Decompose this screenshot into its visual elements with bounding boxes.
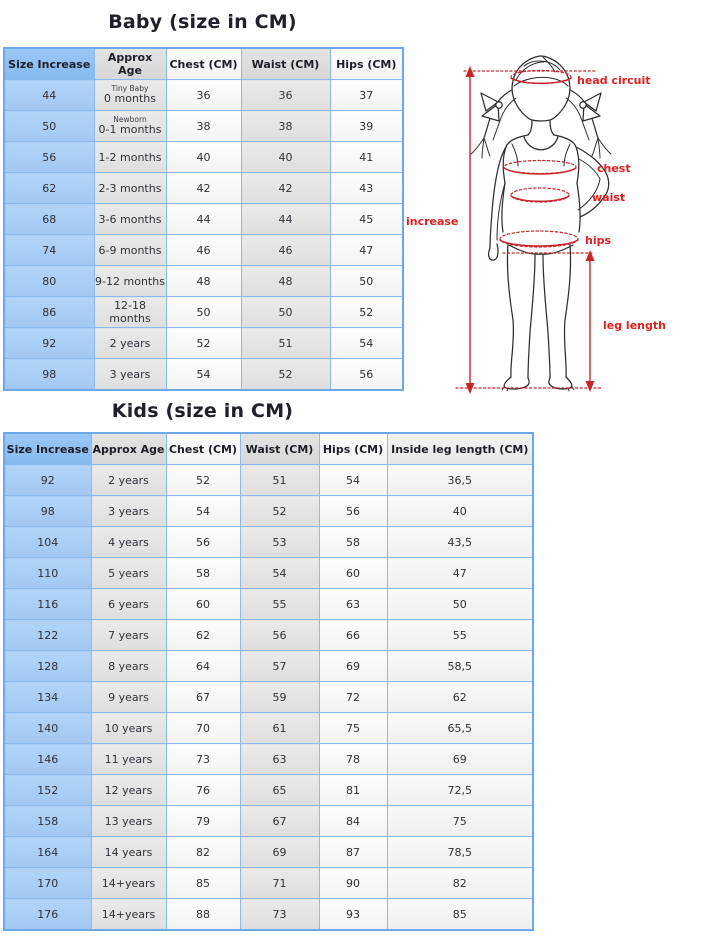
table-row (4, 775, 533, 806)
cell-leg: 50 (387, 589, 533, 620)
cell-chest: 60 (166, 589, 240, 620)
cell-hips: 56 (319, 496, 387, 527)
table-row (4, 682, 533, 713)
cell-leg: 55 (387, 620, 533, 651)
cell-hips: 87 (319, 837, 387, 868)
cell-chest: 52 (166, 328, 241, 359)
table-row (4, 328, 403, 359)
cell-leg: 43,5 (387, 527, 533, 558)
cell-hips: 90 (319, 868, 387, 899)
cell-chest: 44 (166, 204, 241, 235)
cell-age: 11 years (91, 744, 166, 775)
cell-age: 1-2 months (94, 142, 166, 173)
cell-waist: 67 (240, 806, 319, 837)
hips-label: hips (585, 234, 612, 247)
cell-waist: 46 (241, 235, 330, 266)
cell-hips: 58 (319, 527, 387, 558)
cell-waist: 65 (240, 775, 319, 806)
column-header-approx-age: Approx Age (94, 48, 166, 80)
cell-size: 92 (4, 465, 91, 496)
cell-hips: 50 (330, 266, 403, 297)
cell-size: 56 (4, 142, 94, 173)
table-row (4, 558, 533, 589)
cell-age: 6-9 months (94, 235, 166, 266)
cell-chest: 36 (166, 80, 241, 111)
measurement-figure (400, 42, 715, 402)
cell-chest: 64 (166, 651, 240, 682)
cell-hips: 39 (330, 111, 403, 142)
cell-hips: 54 (319, 465, 387, 496)
chest-label: chest (597, 162, 631, 175)
cell-chest: 38 (166, 111, 241, 142)
cell-leg: 69 (387, 744, 533, 775)
column-header-size-increase: Size Increase (4, 433, 91, 465)
cell-size: 122 (4, 620, 91, 651)
cell-hips: 47 (330, 235, 403, 266)
cell-age: Newborn 0-1 months (94, 111, 166, 142)
cell-chest: 58 (166, 558, 240, 589)
table-row (4, 173, 403, 204)
cell-size: 62 (4, 173, 94, 204)
head-circuit-label: head circuit (577, 74, 651, 87)
cell-chest: 46 (166, 235, 241, 266)
table-row (4, 465, 533, 496)
table-row (4, 713, 533, 744)
cell-age: 2-3 months (94, 173, 166, 204)
cell-age: 8 years (91, 651, 166, 682)
cell-age: 3 years (91, 496, 166, 527)
cell-chest: 73 (166, 744, 240, 775)
table-row (4, 80, 403, 111)
column-header-hips: Hips (CM) (319, 433, 387, 465)
cell-size: 176 (4, 899, 91, 931)
table-row (4, 527, 533, 558)
baby-size-table (3, 47, 404, 391)
cell-size: 170 (4, 868, 91, 899)
baby-header-row (4, 48, 403, 80)
cell-size: 86 (4, 297, 94, 328)
cell-chest: 88 (166, 899, 240, 931)
cell-chest: 76 (166, 775, 240, 806)
cell-chest: 79 (166, 806, 240, 837)
cell-hips: 69 (319, 651, 387, 682)
cell-waist: 48 (241, 266, 330, 297)
cell-age: 2 years (91, 465, 166, 496)
cell-age: 13 years (91, 806, 166, 837)
table-row (4, 899, 533, 931)
leg-length-label: leg length (603, 319, 666, 332)
cell-age: 12-18 months (94, 297, 166, 328)
table-row (4, 235, 403, 266)
cell-age: 14+years (91, 868, 166, 899)
waist-label: waist (592, 191, 626, 204)
cell-hips: 75 (319, 713, 387, 744)
cell-waist: 55 (240, 589, 319, 620)
cell-chest: 54 (166, 496, 240, 527)
cell-waist: 59 (240, 682, 319, 713)
cell-hips: 45 (330, 204, 403, 235)
cell-size: 110 (4, 558, 91, 589)
kids-size-table (3, 432, 534, 931)
cell-waist: 38 (241, 111, 330, 142)
table-row (4, 837, 533, 868)
cell-size: 80 (4, 266, 94, 297)
table-row (4, 496, 533, 527)
column-header-hips: Hips (CM) (330, 48, 403, 80)
cell-age: Tiny Baby 0 months (94, 80, 166, 111)
table-row (4, 111, 403, 142)
table-row (4, 589, 533, 620)
cell-chest: 52 (166, 465, 240, 496)
cell-size: 140 (4, 713, 91, 744)
cell-chest: 50 (166, 297, 241, 328)
cell-age: 12 years (91, 775, 166, 806)
cell-age: 5 years (91, 558, 166, 589)
table-row (4, 620, 533, 651)
column-header-size-increase: Size Increase (4, 48, 94, 80)
cell-waist: 57 (240, 651, 319, 682)
cell-age: 3-6 months (94, 204, 166, 235)
cell-age: 4 years (91, 527, 166, 558)
cell-age: 14+years (91, 899, 166, 931)
baby-section-title: Baby (size in CM) (108, 11, 297, 33)
cell-waist: 73 (240, 899, 319, 931)
cell-waist: 36 (241, 80, 330, 111)
cell-waist: 61 (240, 713, 319, 744)
cell-size: 50 (4, 111, 94, 142)
cell-waist: 56 (240, 620, 319, 651)
cell-hips: 43 (330, 173, 403, 204)
cell-waist: 54 (240, 558, 319, 589)
cell-hips: 93 (319, 899, 387, 931)
cell-hips: 41 (330, 142, 403, 173)
column-header-inside-leg-length: Inside leg length (CM) (387, 433, 533, 465)
cell-size: 68 (4, 204, 94, 235)
cell-size: 98 (4, 496, 91, 527)
table-row (4, 142, 403, 173)
cell-chest: 85 (166, 868, 240, 899)
cell-hips: 63 (319, 589, 387, 620)
cell-hips: 78 (319, 744, 387, 775)
cell-waist: 44 (241, 204, 330, 235)
cell-hips: 37 (330, 80, 403, 111)
cell-chest: 56 (166, 527, 240, 558)
table-row (4, 297, 403, 328)
cell-leg: 36,5 (387, 465, 533, 496)
cell-age: 6 years (91, 589, 166, 620)
cell-leg: 82 (387, 868, 533, 899)
cell-chest: 70 (166, 713, 240, 744)
cell-age: 7 years (91, 620, 166, 651)
kids-header-row (4, 433, 533, 465)
cell-leg: 72,5 (387, 775, 533, 806)
cell-chest: 67 (166, 682, 240, 713)
table-row (4, 204, 403, 235)
cell-chest: 42 (166, 173, 241, 204)
increase-label: increase (406, 215, 459, 228)
kids-section-title: Kids (size in CM) (111, 400, 294, 422)
table-row (4, 359, 403, 391)
cell-leg: 47 (387, 558, 533, 589)
cell-size: 134 (4, 682, 91, 713)
cell-waist: 51 (241, 328, 330, 359)
cell-waist: 69 (240, 837, 319, 868)
cell-hips: 84 (319, 806, 387, 837)
cell-waist: 40 (241, 142, 330, 173)
cell-leg: 40 (387, 496, 533, 527)
table-row (4, 266, 403, 297)
cell-leg: 62 (387, 682, 533, 713)
cell-size: 152 (4, 775, 91, 806)
cell-age: 14 years (91, 837, 166, 868)
table-row (4, 651, 533, 682)
cell-size: 74 (4, 235, 94, 266)
cell-size: 146 (4, 744, 91, 775)
cell-size: 164 (4, 837, 91, 868)
cell-chest: 48 (166, 266, 241, 297)
table-row (4, 744, 533, 775)
cell-leg: 78,5 (387, 837, 533, 868)
cell-leg: 75 (387, 806, 533, 837)
cell-hips: 81 (319, 775, 387, 806)
cell-waist: 52 (240, 496, 319, 527)
cell-waist: 52 (241, 359, 330, 391)
cell-size: 158 (4, 806, 91, 837)
column-header-waist: Waist (CM) (240, 433, 319, 465)
table-row (4, 868, 533, 899)
cell-waist: 50 (241, 297, 330, 328)
cell-chest: 54 (166, 359, 241, 391)
cell-leg: 85 (387, 899, 533, 931)
cell-age: 2 years (94, 328, 166, 359)
cell-hips: 54 (330, 328, 403, 359)
cell-age: 10 years (91, 713, 166, 744)
cell-chest: 82 (166, 837, 240, 868)
cell-leg: 65,5 (387, 713, 533, 744)
cell-hips: 60 (319, 558, 387, 589)
table-row (4, 806, 533, 837)
cell-size: 104 (4, 527, 91, 558)
cell-size: 116 (4, 589, 91, 620)
column-header-chest: Chest (CM) (166, 48, 241, 80)
cell-age: 3 years (94, 359, 166, 391)
cell-waist: 42 (241, 173, 330, 204)
cell-age: 9-12 months (94, 266, 166, 297)
cell-hips: 72 (319, 682, 387, 713)
cell-chest: 40 (166, 142, 241, 173)
column-header-chest: Chest (CM) (166, 433, 240, 465)
cell-age: 9 years (91, 682, 166, 713)
cell-leg: 58,5 (387, 651, 533, 682)
cell-size: 128 (4, 651, 91, 682)
cell-waist: 63 (240, 744, 319, 775)
cell-hips: 56 (330, 359, 403, 391)
cell-waist: 51 (240, 465, 319, 496)
cell-waist: 53 (240, 527, 319, 558)
cell-size: 44 (4, 80, 94, 111)
cell-hips: 66 (319, 620, 387, 651)
column-header-waist: Waist (CM) (241, 48, 330, 80)
cell-waist: 71 (240, 868, 319, 899)
cell-hips: 52 (330, 297, 403, 328)
cell-chest: 62 (166, 620, 240, 651)
cell-size: 92 (4, 328, 94, 359)
cell-size: 98 (4, 359, 94, 391)
column-header-approx-age: Approx Age (91, 433, 166, 465)
